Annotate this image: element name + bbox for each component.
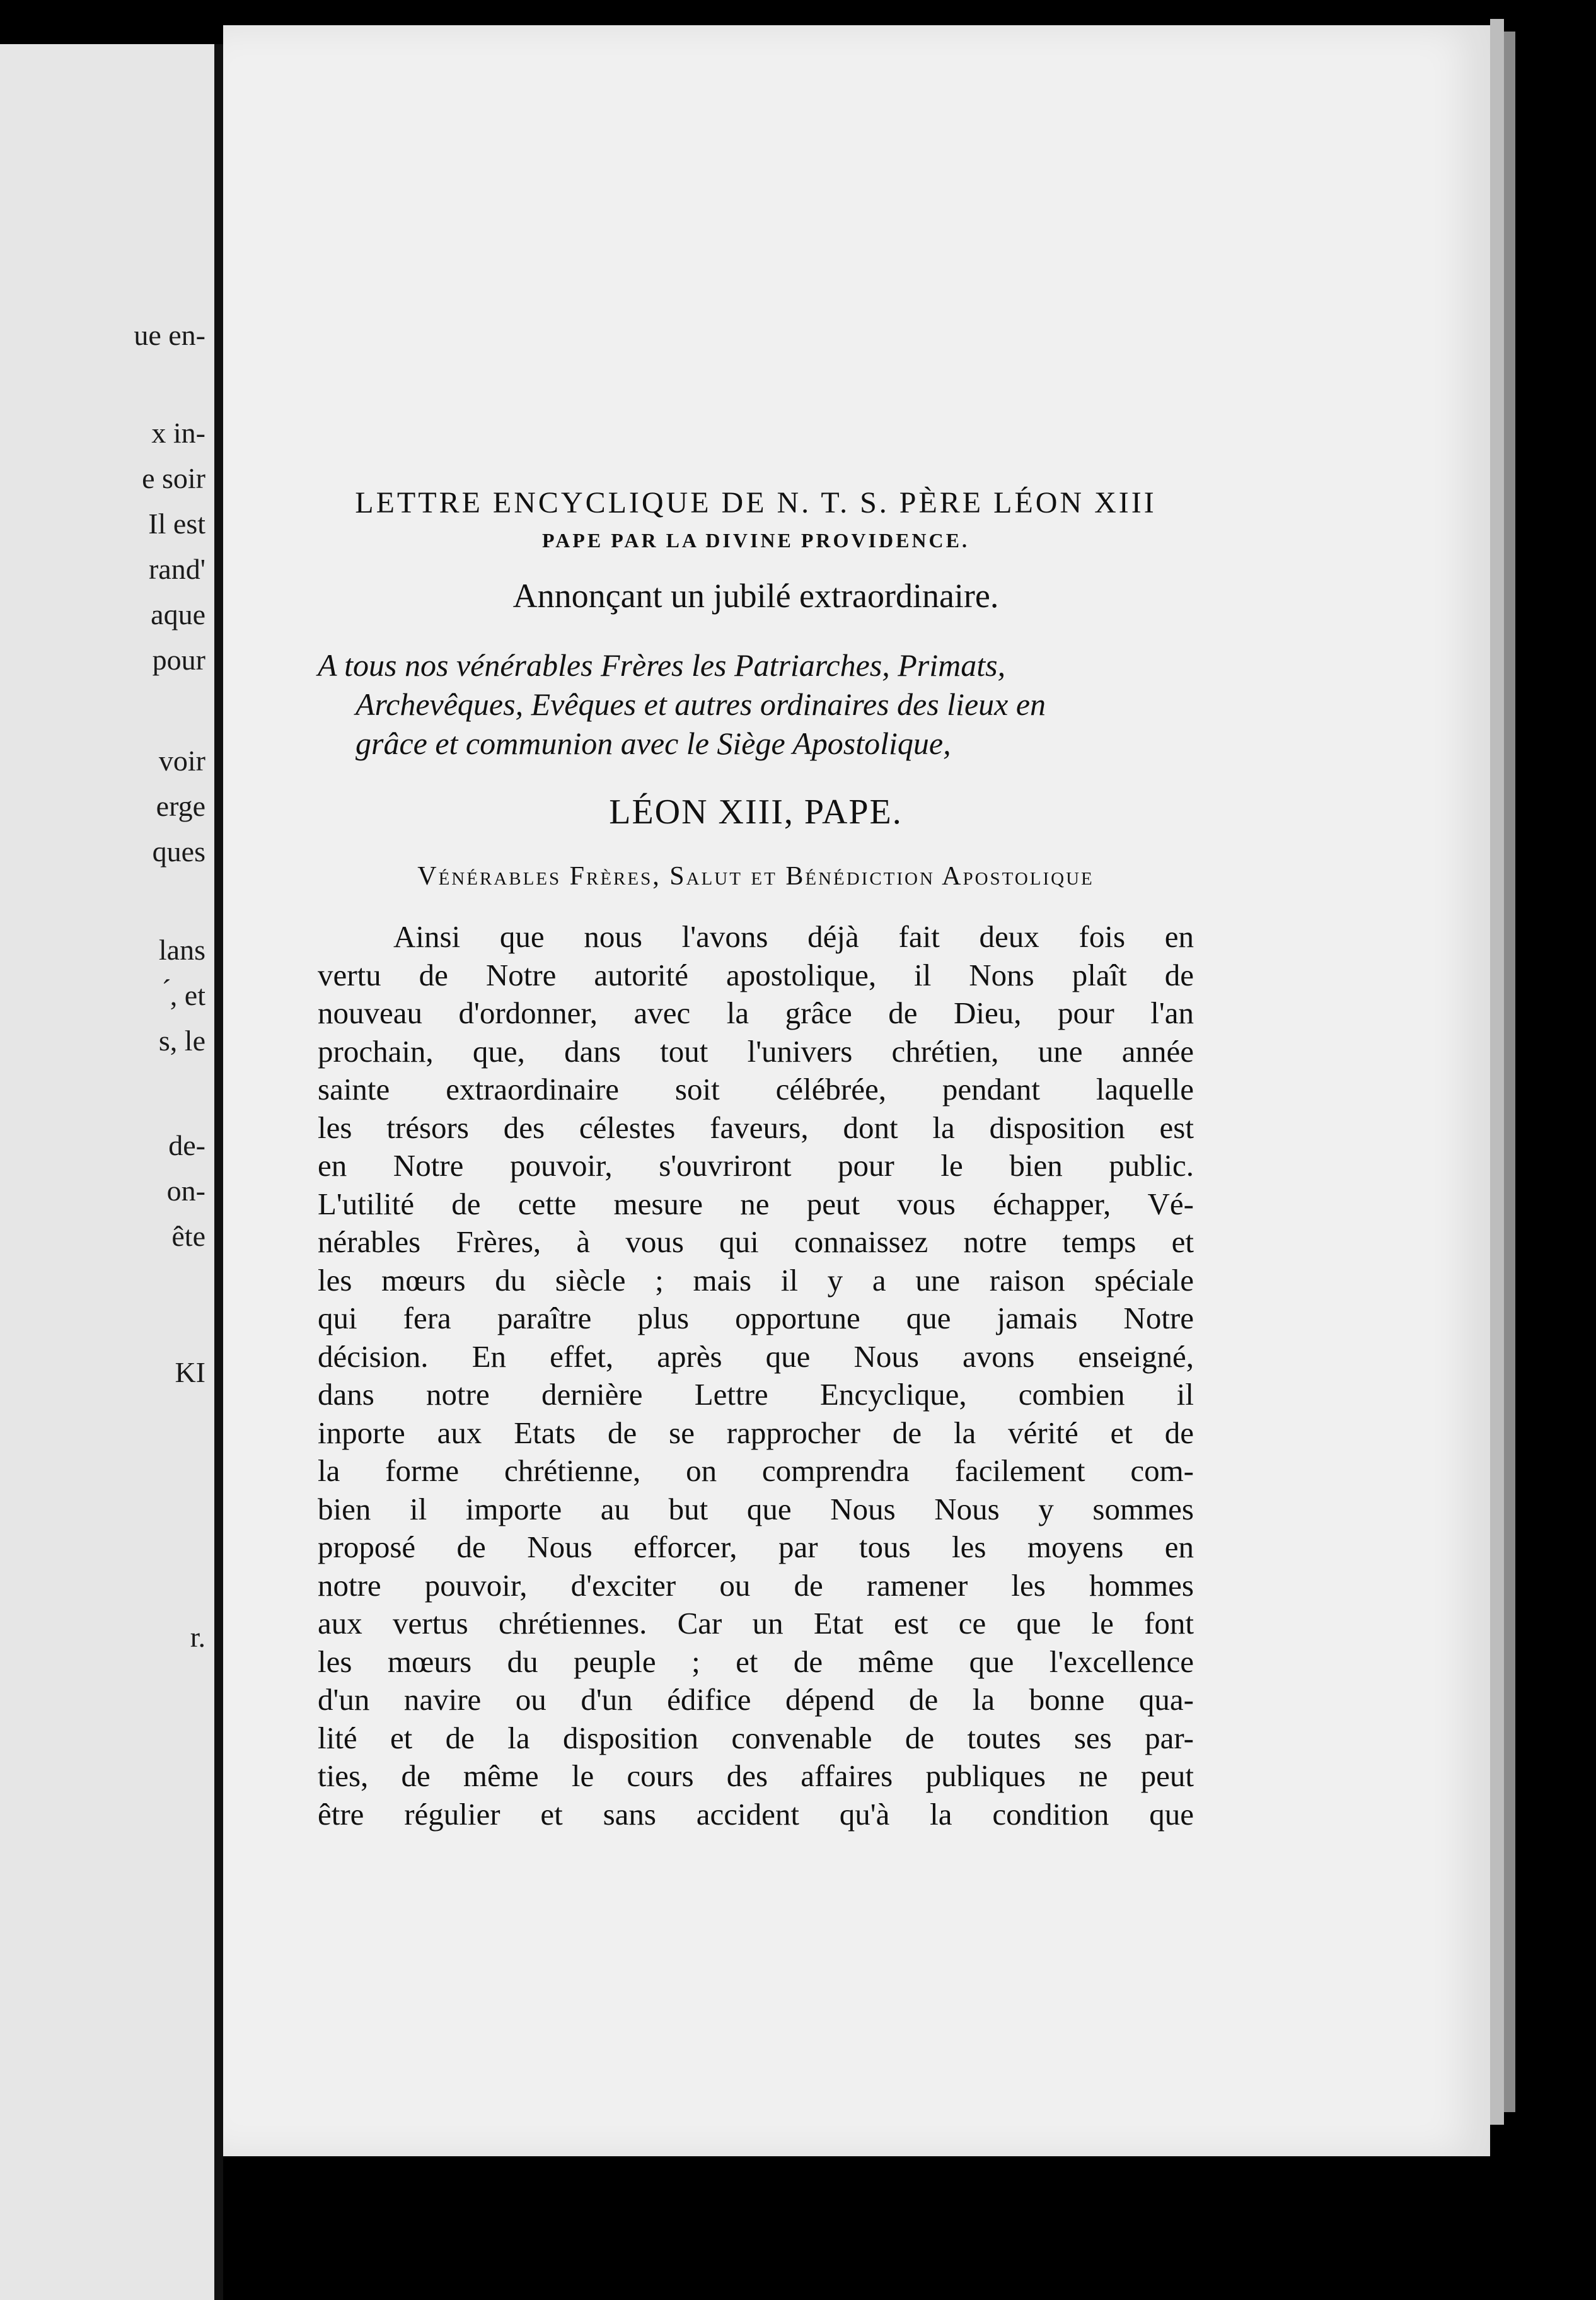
fragment-line: ́, et (170, 979, 205, 1011)
document-subheading: PAPE PAR LA DIVINE PROVIDENCE. (542, 529, 969, 552)
body-line: vertu de Notre autorité apostolique, il Nons plaît de (318, 957, 1194, 992)
body-line: être régulier et sans accident qu'à la condition que (318, 1796, 1194, 1832)
fragment-line: ue en- (134, 319, 205, 351)
fragment-line: on- (166, 1175, 205, 1207)
fragment-line: rand' (148, 553, 205, 585)
body-line: inporte aux Etats de se rapprocher de la vérité et de (318, 1415, 1194, 1450)
page-edge (1490, 19, 1504, 2125)
body-line: ties, de même le cours des affaires publiques ne peut (318, 1758, 1194, 1793)
body-line: d'un navire ou d'un édifice dépend de la bonne qua- (318, 1682, 1194, 1717)
document-page (223, 25, 1490, 2156)
address-line: grâce et communion avec le Siège Apostolique, (356, 726, 951, 761)
body-line: lité et de la disposition convenable de toutes ses par- (318, 1720, 1194, 1755)
sender-name: LÉON XIII, PAPE. (609, 793, 903, 832)
fragment-line: erge (156, 790, 205, 822)
fragment-line: Il est (148, 508, 205, 540)
body-line: nérables Frères, à vous qui connaissez notre temps et (318, 1224, 1194, 1259)
body-line: notre pouvoir, d'exciter ou de ramener les hommes (318, 1567, 1194, 1603)
body-line: les mœurs du siècle ; mais il y a une raison spéciale (318, 1262, 1194, 1298)
fragment-line: pour (152, 644, 205, 676)
body-line: les trésors des célestes faveurs, dont la disposition est (318, 1110, 1194, 1145)
body-line: prochain, que, dans tout l'univers chrétien, une année (318, 1033, 1194, 1069)
body-line: nouveau d'ordonner, avec la grâce de Dieu, pour l'an (318, 996, 1194, 1030)
fragment-line: ête (171, 1220, 205, 1252)
encyclical-text (318, 485, 1194, 1833)
document-subject: Annonçant un jubilé extraordinaire. (512, 577, 999, 615)
body-line: bien il importe au but que Nous Nous y sommes (318, 1491, 1194, 1526)
body-line: en Notre pouvoir, s'ouvriront pour le bien public. (318, 1148, 1194, 1183)
fragment-line: de- (168, 1129, 205, 1161)
address-line: Archevêques, Evêques et autres ordinaires des lieux en (356, 687, 1046, 722)
fragment-line: r. (190, 1621, 205, 1653)
address-line: A tous nos vénérables Frères les Patriarches, Primats, (318, 648, 1006, 683)
body-line: Ainsi que nous l'avons déjà fait deux fois en (393, 919, 1194, 954)
previous-page-fragment (0, 44, 214, 2300)
fragment-line: ques (152, 835, 205, 868)
body-line: qui fera paraître plus opportune que jamais Notre (318, 1301, 1194, 1335)
body-line: proposé de Nous efforcer, par tous les moyens en (318, 1530, 1194, 1564)
body-line: les mœurs du peuple ; et de même que l'excellence (318, 1644, 1194, 1679)
body-line: dans notre dernière Lettre Encyclique, combien il (318, 1377, 1194, 1412)
salutation: Vénérables Frères, Salut et Bénédiction Apostolique (417, 862, 1094, 891)
body-text (318, 918, 1194, 1833)
address-block (318, 646, 1194, 763)
document-heading: LETTRE ENCYCLIQUE DE N. T. S. PÈRE LÉON XIII (355, 486, 1157, 520)
body-line: L'utilité de cette mesure ne peut vous échapper, Vé- (318, 1186, 1194, 1221)
fragment-line: KI (175, 1356, 205, 1388)
fragment-line: x in- (151, 417, 205, 449)
body-line: aux vertus chrétiennes. Car un Etat est ce que le font (318, 1606, 1194, 1641)
body-line: décision. En effet, après que Nous avons enseigné, (318, 1339, 1194, 1374)
book-gutter (214, 44, 223, 2300)
body-line: sainte extraordinaire soit célébrée, pendant laquelle (318, 1072, 1194, 1106)
fragment-line: s, le (158, 1025, 205, 1057)
fragment-line: lans (158, 934, 205, 966)
page-edge-shadow (1504, 32, 1515, 2112)
fragment-line: aque (151, 598, 205, 630)
fragment-line: voir (158, 745, 205, 777)
body-line: la forme chrétienne, on comprendra facilement com- (318, 1453, 1194, 1488)
fragment-line: e soir (142, 462, 205, 494)
